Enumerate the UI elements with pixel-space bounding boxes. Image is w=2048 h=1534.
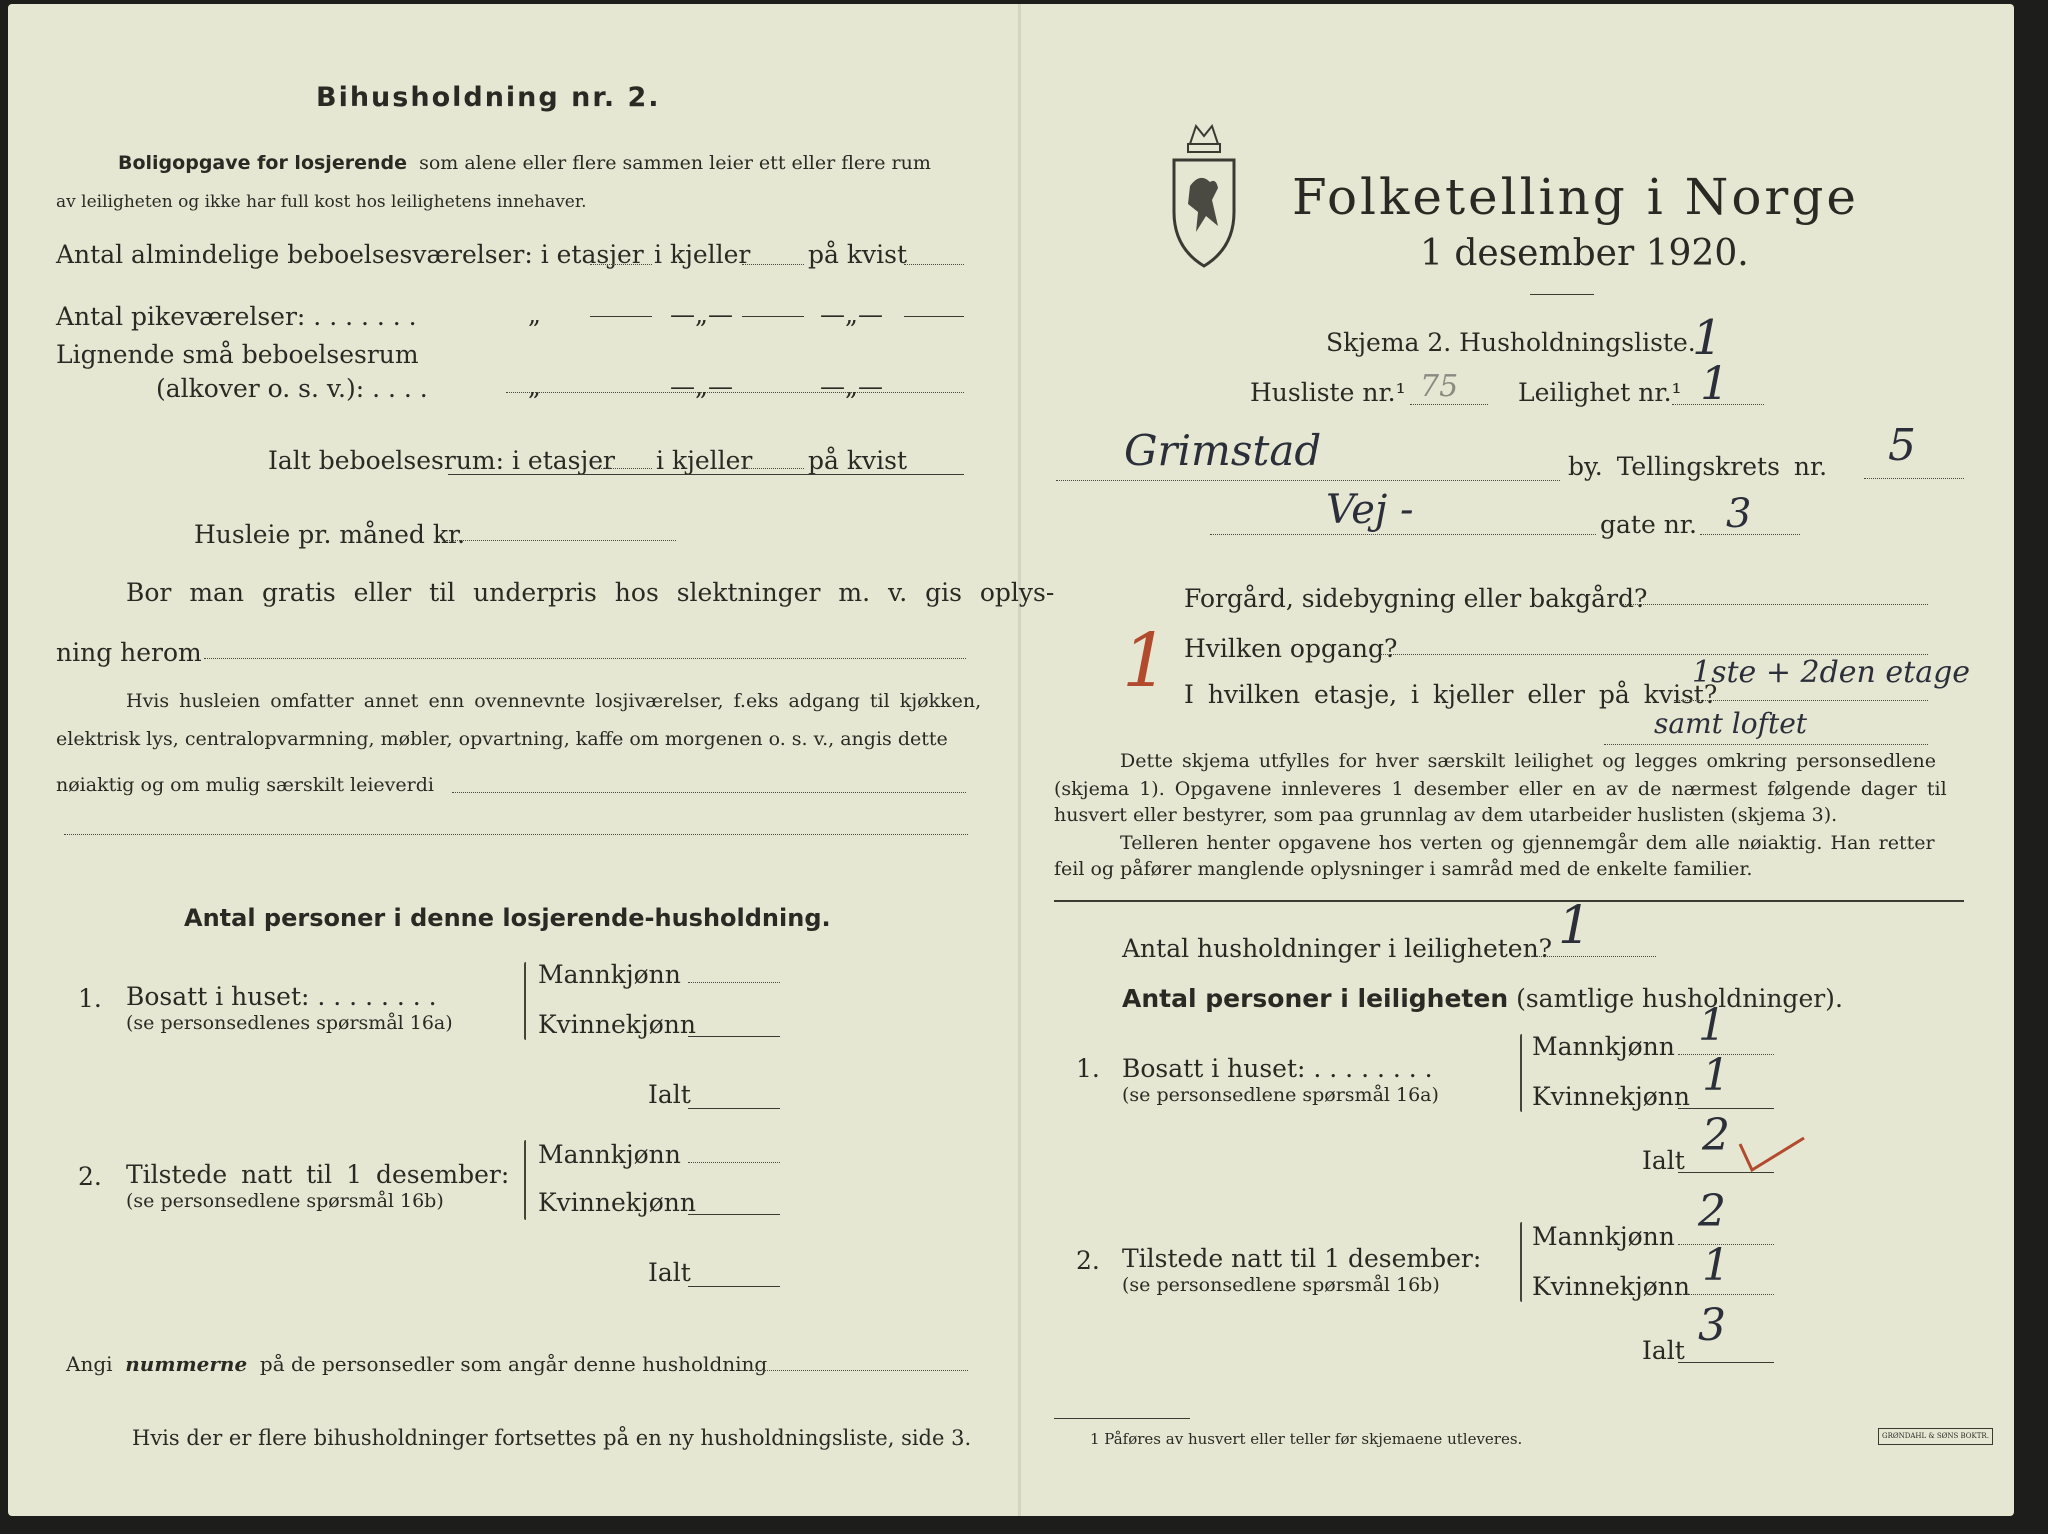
- ialt-etasjer-field[interactable]: [596, 468, 652, 469]
- left-q1-mann-field[interactable]: [688, 982, 780, 983]
- page-fold: [1018, 4, 1021, 1516]
- leilighet-label: Leilighet nr.¹: [1518, 378, 1682, 407]
- lignende-label-2: (alkover o. s. v.): . . . .: [156, 374, 428, 403]
- left-title: Bihusholdning nr. 2.: [316, 82, 661, 113]
- bor-field[interactable]: [204, 658, 966, 659]
- ialt-rule: [448, 474, 964, 475]
- antal-hush-label: Antal husholdninger i leiligheten?: [1122, 934, 1553, 963]
- left-q1-ialt-field[interactable]: [688, 1108, 780, 1109]
- etasje-field-2[interactable]: [1604, 744, 1928, 745]
- footnote: 1 Påføres av husvert eller teller før skjemaene utleveres.: [1090, 1430, 1523, 1448]
- right-q2-kvinne-field[interactable]: [1678, 1294, 1774, 1295]
- norway-coat-of-arms-icon: [1166, 116, 1242, 270]
- note-line-4: Telleren henter opgavene hos verten og gjennemgår dem alle nøiaktig. Han retter: [1120, 832, 1935, 854]
- right-q1-mann-label: Mannkjønn: [1532, 1032, 1675, 1061]
- right-q2-ialt-label: Ialt: [1642, 1336, 1685, 1365]
- printer-stamp: GRØNDAHL & SØNS BOKTR.: [1878, 1428, 1993, 1445]
- hw-etasje-2: samt loftet: [1654, 707, 1808, 740]
- hw-hush: 1: [1558, 896, 1592, 956]
- by-krets-label: by. Tellingskrets nr.: [1568, 452, 1828, 481]
- hvis-line-2: elektrisk lys, centralopvarmning, møbler, opvartning, kaffe om morgenen o. s. v., angis dette: [56, 728, 948, 750]
- antal-pers-line: Antal personer i leiligheten (samtlige husholdninger).: [1122, 984, 1843, 1013]
- husleie-label: Husleie pr. måned kr.: [194, 520, 466, 549]
- right-q2-ialt-field[interactable]: [1678, 1362, 1774, 1363]
- hw-etasje-1: 1ste + 2den etage: [1692, 655, 1971, 690]
- opgang-label: Hvilken opgang?: [1184, 634, 1398, 663]
- rooms-etasjer-field[interactable]: [590, 264, 652, 265]
- forgaard-field[interactable]: [1620, 604, 1928, 605]
- hw-q1-kvinne: 1: [1702, 1050, 1730, 1101]
- census-form-sheet: [8, 4, 2014, 1516]
- left-q2-sub: (se personsedlene spørsmål 16b): [126, 1190, 444, 1212]
- note-rule: [1054, 900, 1964, 902]
- husliste-field[interactable]: [1410, 404, 1488, 405]
- rooms-label: Antal almindelige beboelsesværelser: i etasjer: [56, 240, 644, 269]
- hw-q2-kvinne: 1: [1702, 1240, 1730, 1291]
- left-q2-num: 2.: [78, 1162, 102, 1191]
- right-q2-mann-label: Mannkjønn: [1532, 1222, 1675, 1251]
- right-q1-brace: [1520, 1034, 1522, 1112]
- ialt-kjeller-field[interactable]: [742, 468, 804, 469]
- leieverdi-field[interactable]: [452, 792, 966, 793]
- left-q1-num: 1.: [78, 984, 102, 1013]
- pike-ditto: „: [528, 300, 541, 329]
- intro-line-1: Boligopgave for losjerende som alene eller flere sammen leier ett eller flere rum: [118, 152, 931, 174]
- right-q1-kvinne-field[interactable]: [1678, 1108, 1774, 1109]
- left-q2-mann-field[interactable]: [688, 1162, 780, 1163]
- note-line-5: feil og påfører manglende oplysninger i samråd med de enkelte familier.: [1054, 858, 1753, 880]
- hw-krets: 5: [1888, 420, 1916, 471]
- etasje-label: I hvilken etasje, i kjeller eller på kvist?: [1184, 680, 1718, 709]
- left-q2-kvinne-field[interactable]: [688, 1214, 780, 1215]
- note-line-1: Dette skjema utfylles for hver særskilt leilighet og legges omkring personsedlene: [1120, 750, 1936, 772]
- left-q1-kvinne-label: Kvinnekjønn: [538, 1010, 696, 1039]
- forgaard-label: Forgård, sidebygning eller bakgård?: [1184, 584, 1648, 613]
- left-q2-ialt-label: Ialt: [648, 1258, 691, 1287]
- hw-schema: 1: [1692, 310, 1723, 366]
- left-q1-sub: (se personsedlenes spørsmål 16a): [126, 1012, 453, 1034]
- hvis-line-3: nøiaktig og om mulig særskilt leieverdi: [56, 774, 434, 796]
- bor-line-1: Bor man gratis eller til underpris hos slektninger m. v. gis oplys-: [126, 578, 1055, 607]
- right-q2-kvinne-label: Kvinnekjønn: [1532, 1272, 1690, 1301]
- right-q1-kvinne-label: Kvinnekjønn: [1532, 1082, 1690, 1111]
- lignende-ditto: „: [528, 372, 541, 401]
- ialt-rooms-label: Ialt beboelsesrum: i etasjer: [268, 446, 616, 475]
- schema-label: Skjema 2. Husholdningsliste.: [1326, 328, 1696, 357]
- lignende-label-1: Lignende små beboelsesrum: [56, 340, 419, 369]
- rooms-kjeller-label: i kjeller: [654, 240, 751, 269]
- lignende-ditto-3: —„—: [820, 372, 883, 401]
- left-q1-mann-label: Mannkjønn: [538, 960, 681, 989]
- city-field[interactable]: [1056, 480, 1560, 481]
- red-check-mark-icon: [1738, 1134, 1808, 1174]
- bor-line-2: ning herom: [56, 638, 202, 667]
- hvis-line-1: Hvis husleien omfatter annet enn ovennevnte losjiværelser, f.eks adgang til kjøkken,: [126, 690, 982, 712]
- angi-line: Angi nummerne på de personsedler som angår denne husholdning: [66, 1352, 768, 1376]
- hw-q1-mann: 1: [1698, 1000, 1726, 1051]
- left-q2-mann-label: Mannkjønn: [538, 1140, 681, 1169]
- left-q1-ialt-label: Ialt: [648, 1080, 691, 1109]
- antal-hush-field[interactable]: [1526, 956, 1656, 957]
- note-line-3: husvert eller bestyrer, som paa grunnlag av dem utarbeider huslisten (skjema 3).: [1054, 804, 1838, 826]
- left-q2-brace: [524, 1140, 526, 1220]
- etasje-field[interactable]: [1674, 700, 1928, 701]
- right-q1-label: Bosatt i huset: . . . . . . . .: [1122, 1054, 1433, 1083]
- husleie-field[interactable]: [446, 540, 676, 541]
- left-q2-ialt-field[interactable]: [688, 1286, 780, 1287]
- pike-ditto-2: —„—: [670, 300, 733, 329]
- right-q1-sub: (se personsedlene spørsmål 16a): [1122, 1084, 1439, 1106]
- right-q1-ialt-label: Ialt: [1642, 1146, 1685, 1175]
- right-q2-sub: (se personsedlene spørsmål 16b): [1122, 1274, 1440, 1296]
- hw-husliste: 75: [1420, 369, 1459, 404]
- rooms-kvist-field[interactable]: [904, 264, 964, 265]
- angi-field[interactable]: [740, 1370, 968, 1371]
- pike-kjeller-field[interactable]: [742, 316, 804, 317]
- hw-q2-mann: 2: [1698, 1186, 1726, 1237]
- left-q1-brace: [524, 962, 526, 1040]
- left-antal-heading: Antal personer i denne losjerende-husholdning.: [184, 904, 831, 932]
- hw-margin-red: 1: [1122, 618, 1170, 704]
- hw-leilighet: 1: [1700, 356, 1730, 410]
- rooms-kvist-label: på kvist: [808, 240, 907, 269]
- title-rule: [1530, 294, 1594, 295]
- hw-q2-ialt: 3: [1698, 1300, 1726, 1351]
- right-q2-label: Tilstede natt til 1 desember:: [1122, 1244, 1482, 1273]
- hw-street: Vej -: [1326, 487, 1414, 533]
- rooms-kjeller-field[interactable]: [742, 264, 804, 265]
- lignende-field[interactable]: [506, 392, 964, 393]
- pike-label: Antal pikeværelser: . . . . . . .: [56, 302, 417, 331]
- gate-label: gate nr.: [1600, 510, 1697, 539]
- lignende-ditto-2: —„—: [670, 372, 733, 401]
- ialt-kvist-label: på kvist: [808, 446, 907, 475]
- street-field[interactable]: [1210, 534, 1596, 535]
- footnote-rule: [1054, 1418, 1190, 1419]
- hw-gate: 3: [1726, 491, 1752, 537]
- left-footer: Hvis der er flere bihusholdninger fortsettes på en ny husholdningsliste, side 3.: [132, 1426, 972, 1450]
- ialt-kjeller-label: i kjeller: [656, 446, 753, 475]
- pike-ditto-3: —„—: [820, 300, 883, 329]
- husliste-label: Husliste nr.¹: [1250, 378, 1406, 407]
- right-title: Folketelling i Norge: [1292, 168, 1859, 226]
- right-q1-num: 1.: [1076, 1054, 1100, 1083]
- left-q1-label: Bosatt i huset: . . . . . . . .: [126, 982, 437, 1011]
- hw-q1-ialt: 2: [1702, 1110, 1730, 1161]
- right-date: 1 desember 1920.: [1420, 233, 1749, 274]
- leieverdi-field-2[interactable]: [64, 834, 968, 835]
- note-line-2: (skjema 1). Opgavene innleveres 1 desember eller en av de nærmest følgende dager til: [1054, 778, 1947, 800]
- krets-field[interactable]: [1864, 478, 1964, 479]
- right-q2-brace: [1520, 1222, 1522, 1302]
- pike-kvist-field[interactable]: [904, 316, 964, 317]
- intro-line-2: av leiligheten og ikke har full kost hos leilighetens innehaver.: [56, 192, 587, 212]
- left-q1-kvinne-field[interactable]: [688, 1036, 780, 1037]
- left-q2-label: Tilstede natt til 1 desember:: [126, 1160, 510, 1189]
- right-q2-num: 2.: [1076, 1246, 1100, 1275]
- pike-etasjer-field[interactable]: [590, 316, 652, 317]
- left-q2-kvinne-label: Kvinnekjønn: [538, 1188, 696, 1217]
- hw-city: Grimstad: [1124, 426, 1322, 475]
